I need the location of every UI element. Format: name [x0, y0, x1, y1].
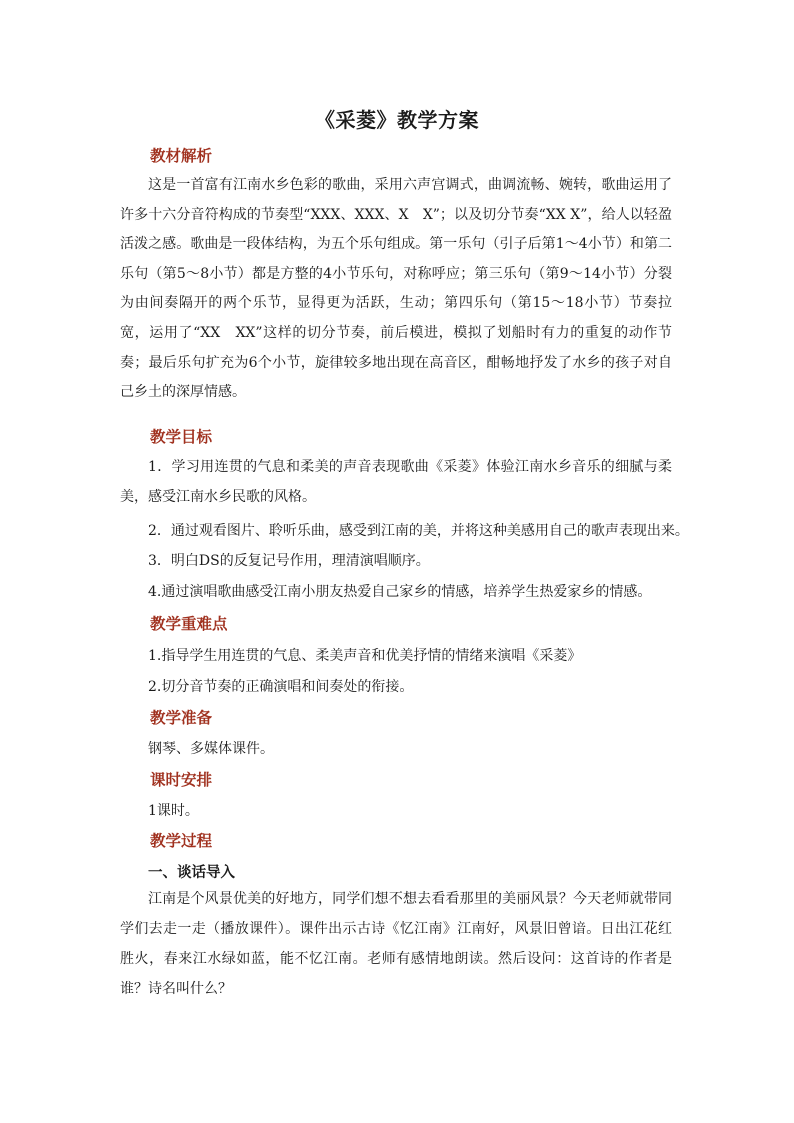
preparation-text: 钢琴、多媒体课件。 — [148, 741, 274, 757]
section-heading-process: 教学过程 — [150, 831, 213, 850]
section-heading-preparation: 教学准备 — [150, 708, 213, 727]
section-heading-schedule: 课时安排 — [150, 770, 213, 789]
key-point-2: 2.切分音节奏的正确演唱和间奏处的衔接。 — [148, 679, 414, 695]
section-heading-analysis: 教材解析 — [150, 146, 213, 165]
goal-item-4: 4.通过演唱歌曲感受江南小朋友热爱自己家乡的情感，培养学生热爱家乡的情感。 — [148, 584, 652, 600]
section-heading-key-points: 教学重难点 — [150, 614, 228, 633]
schedule-text: 1课时。 — [148, 803, 199, 819]
step-1-heading: 一、谈话导入 — [148, 864, 235, 881]
key-point-1: 1.指导学生用连贯的气息、柔美声音和优美抒情的情绪来演唱《采菱》 — [148, 648, 582, 664]
goal-item-2: 2．通过观看图片、聆听乐曲，感受到江南的美，并将这种美感用自己的歌声表现出来。 — [148, 523, 689, 539]
page-title: 《采菱》教学方案 — [315, 108, 479, 132]
section-heading-goals: 教学目标 — [150, 427, 213, 446]
goal-item-1: 1．学习用连贯的气息和柔美的声音表现歌曲《采菱》体验江南水乡音乐的细腻与柔美，感受江南水乡民歌的风格。 — [120, 459, 672, 505]
goal-item-3: 3．明白DS的反复记号作用，理清演唱顺序。 — [148, 553, 430, 569]
step-1-paragraph: 江南是个风景优美的好地方，同学们想不想去看看那里的美丽风景？今天老师就带同学们去走一走（播放课件）。课件出示古诗《忆江南》江南好，风景旧曾谙。日出江花红胜火，春来江水绿如蓝，能不忆江南。老师有感情地朗读。然后设问：这首诗的作者是谁？诗名叫什么？ — [120, 891, 672, 997]
analysis-paragraph: 这是一首富有江南水乡色彩的歌曲，采用六声宫调式，曲调流畅、婉转，歌曲运用了许多十六分音符构成的节奏型“XXX、XXX、X X”；以及切分节奏“XX X”，给人以轻盈活泼之感。歌曲是一段体结构，为五个乐句组成。第一乐句（引子后第1～4小节）和第二乐句（第5～8小节）都是方整的4小节乐句，对称呼应；第三乐句（第9～14小节）分裂为由间奏隔开的两个乐节，显得更为活跃，生动；第四乐句（第15～18小节）节奏拉宽，运用了“XX XX”这样的切分节奏，前后模进，模拟了划船时有力的重复的动作节奏；最后乐句扩充为6个小节，旋律较多地出现在高音区，酣畅地抒发了水乡的孩子对自己乡土的深厚情感。 — [120, 177, 672, 401]
